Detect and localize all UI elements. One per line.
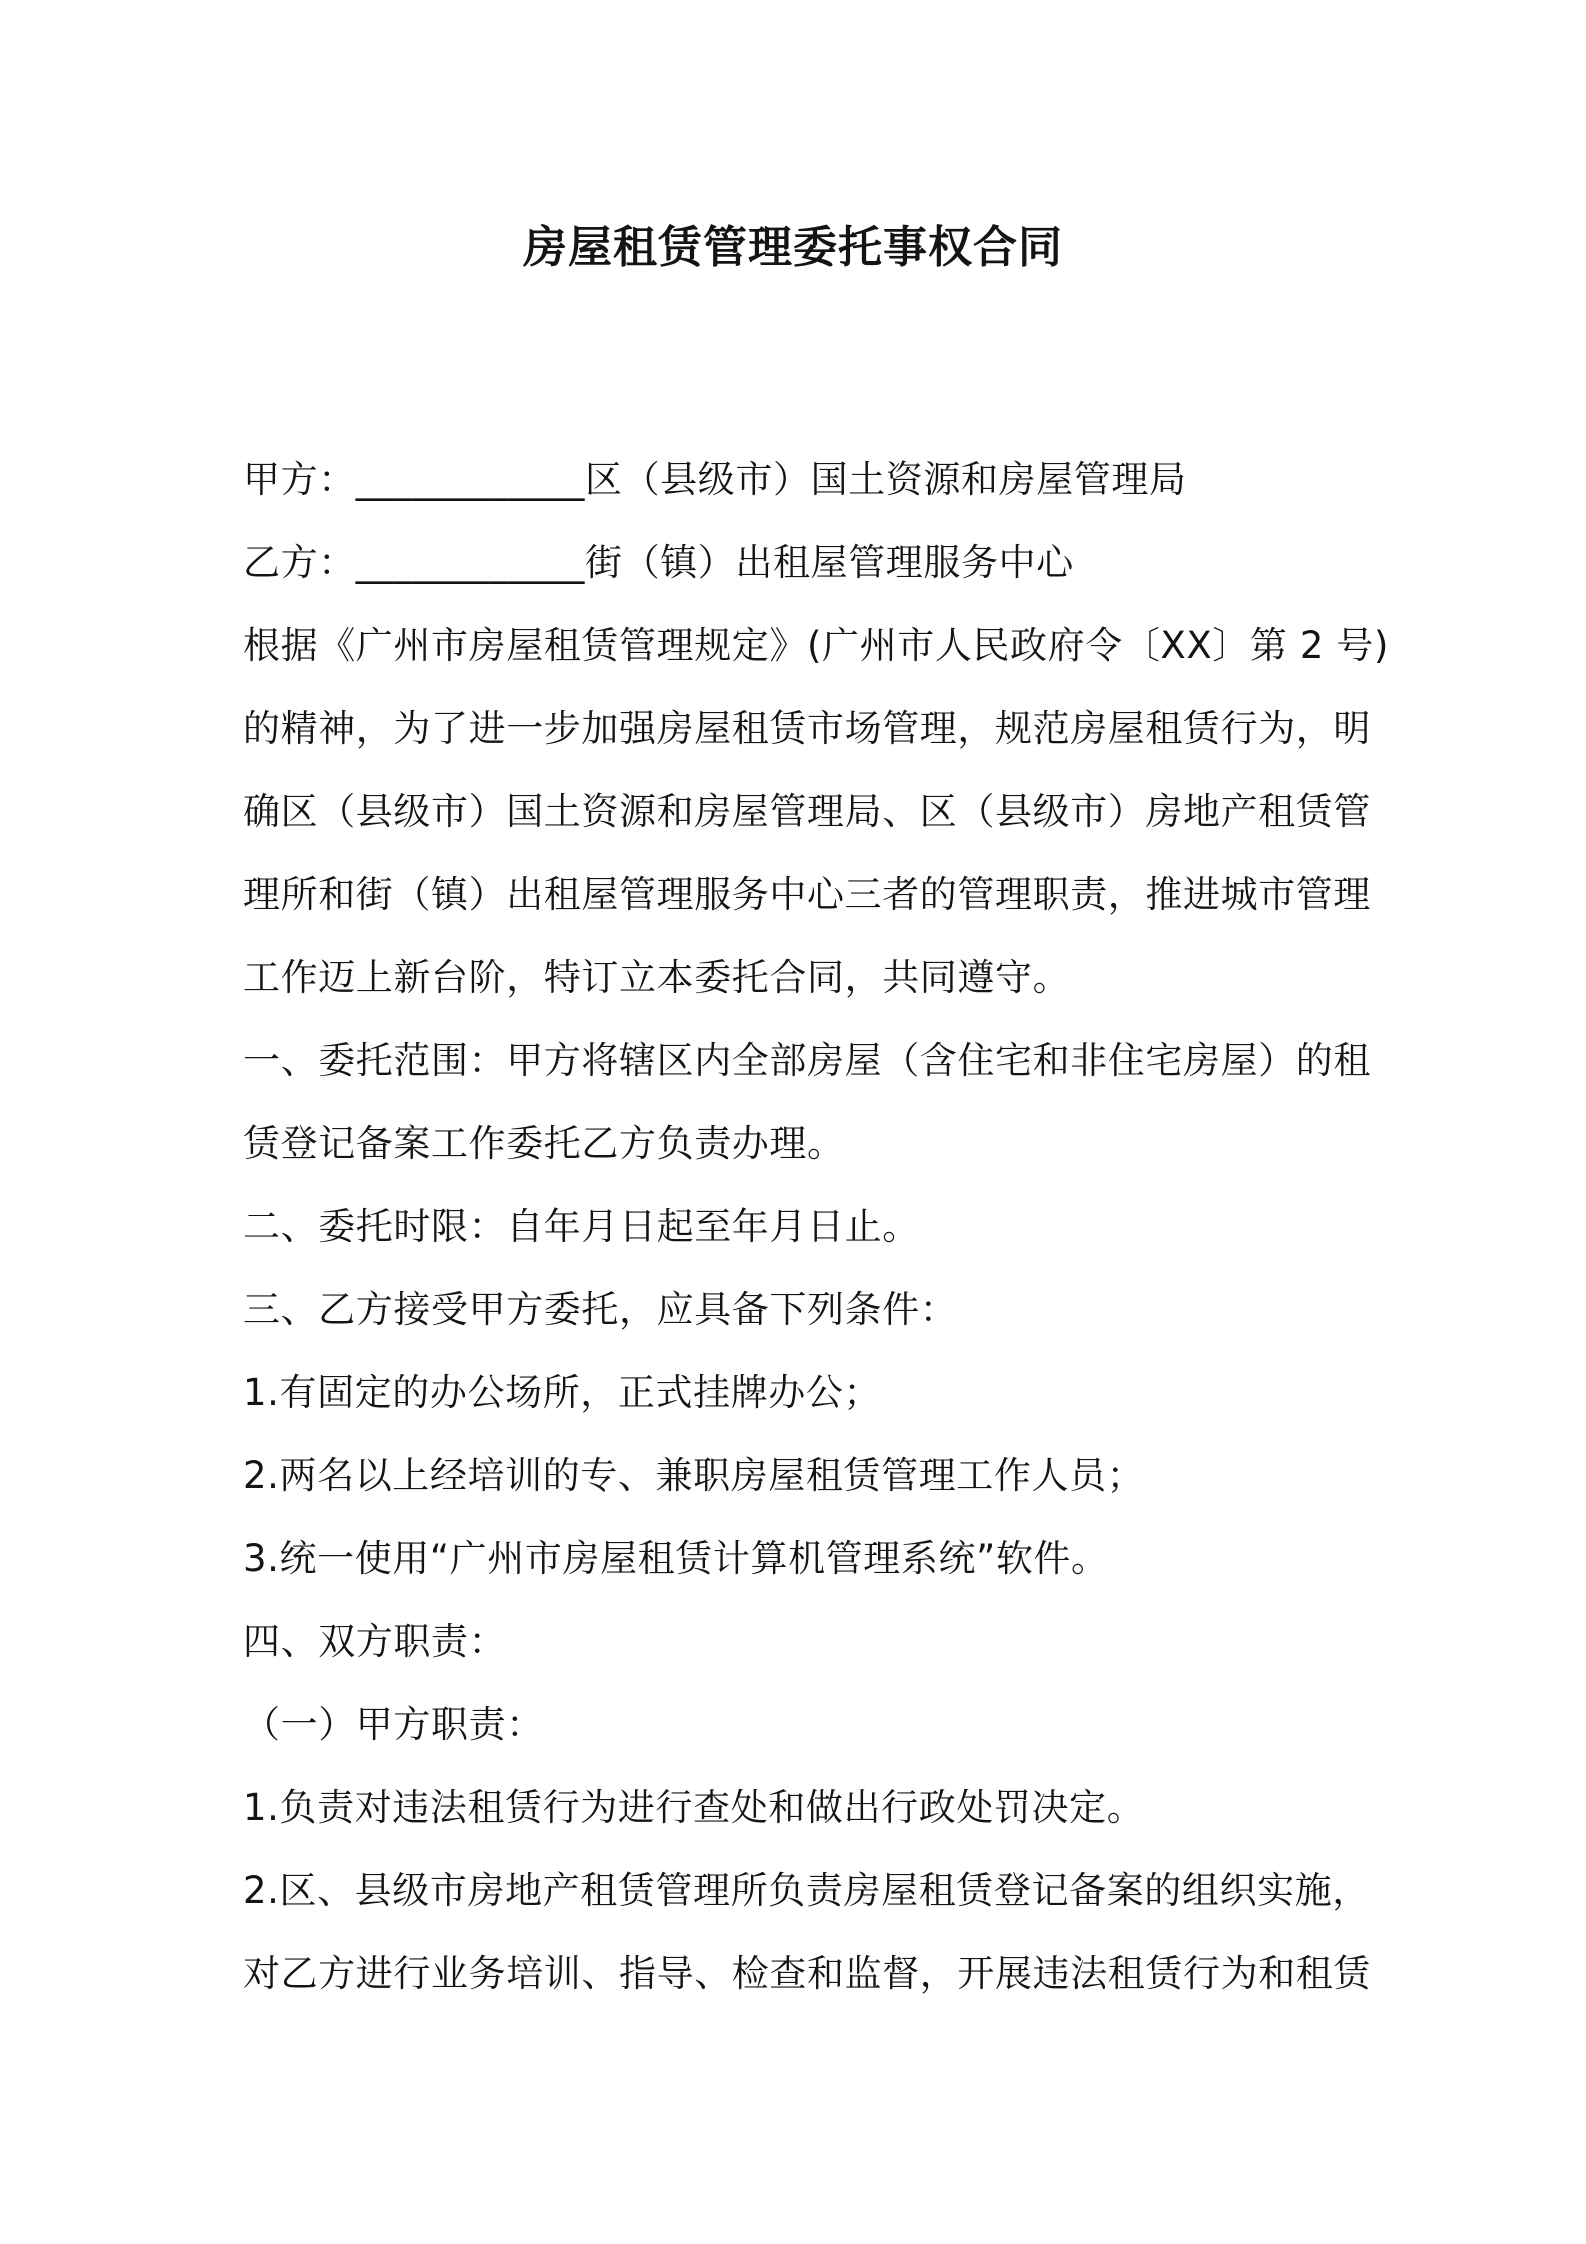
paragraph-line: 赁登记备案工作委托乙方负责办理。 xyxy=(243,1122,845,1165)
section-heading-line: 一、委托范围：甲方将辖区内全部房屋（含住宅和非住宅房屋）的租 xyxy=(243,1039,1371,1082)
party-a-line: 甲方：____________区（县级市）国土资源和房屋管理局 xyxy=(243,458,1187,501)
list-item: 3.统一使用“广州市房屋租赁计算机管理系统”软件。 xyxy=(243,1537,1109,1580)
paragraph-line: 根据《广州市房屋租赁管理规定》(广州市人民政府令〔XX〕第 2 号) xyxy=(243,624,1390,667)
paragraph-line: 的精神，为了进一步加强房屋租赁市场管理，规范房屋租赁行为，明 xyxy=(243,707,1371,750)
section-heading-line: 三、乙方接受甲方委托，应具备下列条件： xyxy=(243,1288,958,1331)
paragraph-line: 工作迈上新台阶，特订立本委托合同，共同遵守。 xyxy=(243,956,1071,999)
list-item: 1.负责对违法租赁行为进行查处和做出行政处罚决定。 xyxy=(243,1786,1145,1829)
section-heading-line: 四、双方职责： xyxy=(243,1620,507,1663)
section-heading-line: 二、委托时限：自年月日起至年月日止。 xyxy=(243,1205,920,1248)
paragraph-line: 对乙方进行业务培训、指导、检查和监督，开展违法租赁行为和租赁 xyxy=(243,1952,1371,1995)
list-item: 1.有固定的办公场所，正式挂牌办公； xyxy=(243,1371,882,1414)
party-b-line: 乙方：____________街（镇）出租屋管理服务中心 xyxy=(243,541,1074,584)
paragraph-line: 理所和街（镇）出租屋管理服务中心三者的管理职责，推进城市管理 xyxy=(243,873,1371,916)
list-item: 2.区、县级市房地产租赁管理所负责房屋租赁登记备案的组织实施， xyxy=(243,1869,1370,1912)
list-item: 2.两名以上经培训的专、兼职房屋租赁管理工作人员； xyxy=(243,1454,1145,1497)
document-title: 房屋租赁管理委托事权合同 xyxy=(523,222,1063,273)
subsection-heading-line: （一）甲方职责： xyxy=(243,1703,544,1746)
paragraph-line: 确区（县级市）国土资源和房屋管理局、区（县级市）房地产租赁管 xyxy=(243,790,1371,833)
